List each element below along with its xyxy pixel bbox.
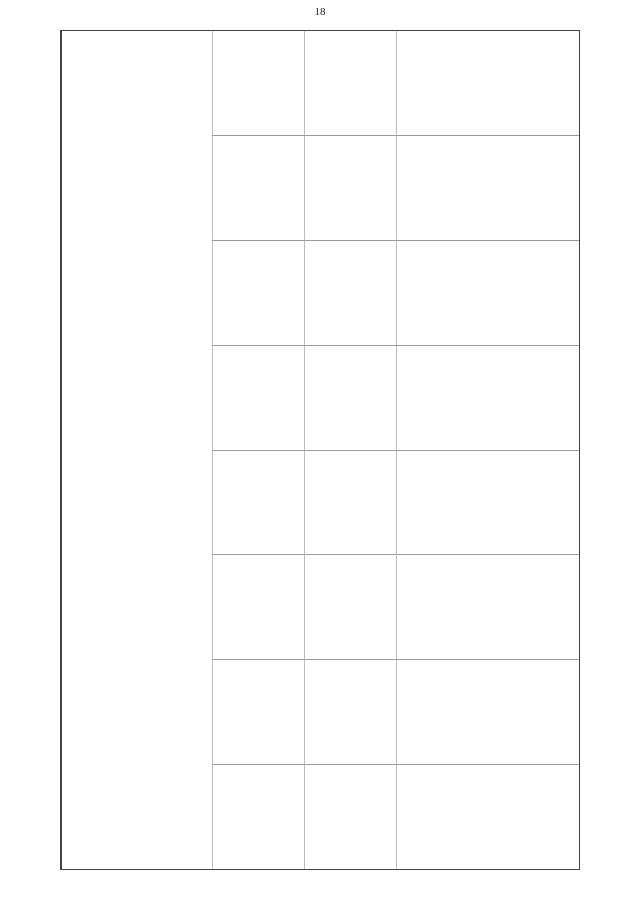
data-table xyxy=(60,30,580,870)
table-cell xyxy=(304,31,396,135)
table-cell xyxy=(488,555,579,659)
table-row xyxy=(212,241,579,346)
table-row xyxy=(212,136,579,241)
table-header xyxy=(61,31,212,869)
table-row xyxy=(212,451,579,556)
table-cell xyxy=(212,31,304,135)
table-row xyxy=(212,346,579,451)
table-cell xyxy=(488,241,579,345)
table-body xyxy=(212,31,579,869)
table-cell xyxy=(488,451,579,555)
table-cell xyxy=(488,765,579,869)
table-cell xyxy=(212,765,304,869)
table-cell xyxy=(396,346,488,450)
table-cell xyxy=(488,346,579,450)
table-row xyxy=(212,660,579,765)
table-cell xyxy=(212,241,304,345)
table-cell xyxy=(488,136,579,240)
table-cell xyxy=(304,555,396,659)
table-cell xyxy=(212,346,304,450)
table-cell xyxy=(396,660,488,764)
table-cell xyxy=(396,451,488,555)
table-cell xyxy=(304,346,396,450)
table-row xyxy=(212,765,579,869)
table-cell xyxy=(212,555,304,659)
table-cell xyxy=(488,660,579,764)
table-cell xyxy=(396,136,488,240)
table-cell xyxy=(212,136,304,240)
table-cell xyxy=(396,555,488,659)
table-cell xyxy=(396,241,488,345)
page-number: 18 xyxy=(314,6,326,18)
table-row xyxy=(212,555,579,660)
table-row xyxy=(212,31,579,136)
table-cell xyxy=(304,765,396,869)
table-cell xyxy=(304,136,396,240)
table-cell xyxy=(212,451,304,555)
table-cell xyxy=(304,451,396,555)
table-cell xyxy=(304,660,396,764)
table-cell xyxy=(396,765,488,869)
table-cell xyxy=(212,660,304,764)
table-cell xyxy=(396,31,488,135)
table-cell xyxy=(488,31,579,135)
table-cell xyxy=(304,241,396,345)
